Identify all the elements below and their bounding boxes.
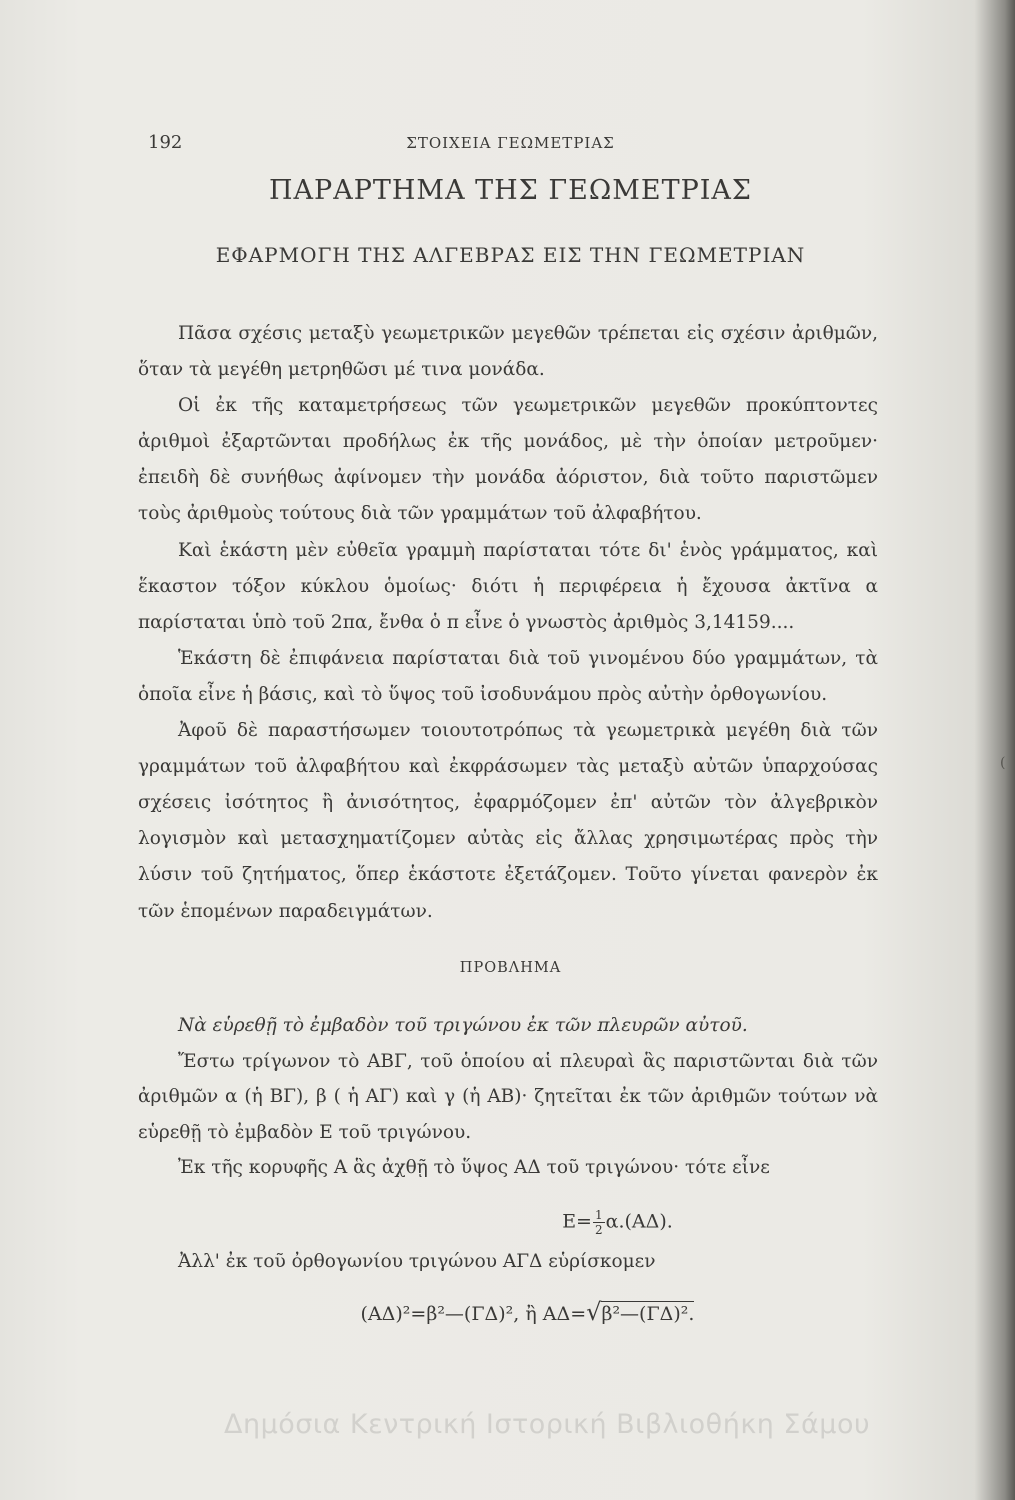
area-formula bbox=[110, 1208, 1015, 1237]
paragraph: Ἀλλ' ἐκ τοῦ ὀρθογωνίου τριγώνου ΑΓΔ εὑρίσκομεν bbox=[178, 1251, 656, 1272]
paragraph: Ἐκ τῆς κορυφῆς Α ἃς ἀχθῇ τὸ ὕψος ΑΔ τοῦ τριγώνου· τότε εἶνε bbox=[178, 1157, 770, 1178]
formula-lhs: Ε= bbox=[562, 1210, 592, 1233]
problem-heading: ΠΡΟΒΛΗΜΑ bbox=[459, 960, 562, 976]
page-number: 192 bbox=[148, 132, 183, 153]
formula-rhs: α.(ΑΔ). bbox=[605, 1210, 673, 1233]
paragraph: Ἀφοῦ δὲ παραστήσωμεν τοιουτοτρόπως τὰ γεωμετρικὰ μεγέθη διὰ τῶν γραμμάτων τοῦ ἀλφαβήτου καὶ ἐκφράσωμεν τὰς μεταξὺ αὐτῶν ὑπαρχούσας σχέσεις ἰσότητος ἢ ἀνισότητος, ἐφαρμόζομεν ἐπ' αὐτῶν τὸν ἀλγεβρικὸν λογισμὸν καὶ μετασχηματίζομεν αὐτὰς εἰς ἄλλας χρησιμωτέρας πρὸς τὴν λύσιν τοῦ ζητήματος, ὅπερ ἑκάστοτε ἐξετάζομεν. Τοῦτο γίνεται φανερὸν ἐκ τῶν ἑπομένων παραδειγμάτων. bbox=[138, 720, 878, 922]
radicand: β²—(ΓΔ)². bbox=[601, 1303, 695, 1325]
paragraph: Οἱ ἐκ τῆς καταμετρήσεως τῶν γεωμετρικῶν μεγεθῶν προκύπτοντες ἀριθμοὶ ἐξαρτῶνται προδήλως ἐκ τῆς μονάδος, μὲ τὴν ὁποίαν μετροῦμεν· ἐπειδὴ δὲ συνήθως ἀφίνομεν τὴν μονάδα ἀόριστον, διὰ τοῦτο παριστῶμεν τοὺς ἀριθμοὺς τούτους διὰ τῶν γραμμάτων τοῦ ἀλφαβήτου. bbox=[138, 395, 878, 525]
appendix-title: ΠΑΡΑΡΤΗΜΑ ΤΗΣ ΓΕΩΜΕΤΡΙΑΣ bbox=[269, 175, 752, 206]
body-text bbox=[138, 316, 878, 930]
fraction bbox=[593, 1208, 605, 1237]
margin-mark: ( bbox=[1000, 755, 1006, 771]
formula-part-a: (ΑΔ)²=β²—(ΓΔ)², ἢ ΑΔ= bbox=[360, 1303, 587, 1325]
problem-text-continued bbox=[138, 1244, 878, 1280]
problem-text bbox=[138, 1008, 878, 1186]
library-watermark: Δημόσια Κεντρική Ιστορική Βιβλιοθήκη Σάμου bbox=[224, 1409, 871, 1440]
paragraph: Ἑκάστη δὲ ἐπιφάνεια παρίσταται διὰ τοῦ γινομένου δύο γραμμάτων, τὰ ὁποῖα εἶνε ἡ βάσις, καὶ τὸ ὕψος τοῦ ἰσοδυνάμου πρὸς αὐτὴν ὀρθογωνίου. bbox=[138, 647, 878, 705]
paragraph: Ἔστω τρίγωνον τὸ ΑΒΓ, τοῦ ὁποίου αἱ πλευραὶ ἃς παριστῶνται διὰ τῶν ἀριθμῶν α (ἡ ΒΓ), β ( ἡ ΑΓ) καὶ γ (ἡ ΑΒ)· ζητεῖται ἐκ τῶν ἀριθμῶν τούτων νὰ εὑρεθῇ τὸ ἐμβαδὸν Ε τοῦ τριγώνου. bbox=[138, 1050, 878, 1143]
paragraph: Πᾶσα σχέσις μεταξὺ γεωμετρικῶν μεγεθῶν τρέπεται εἰς σχέσιν ἀριθμῶν, ὅταν τὰ μεγέθη μετρηθῶσι μέ τινα μονάδα. bbox=[138, 323, 878, 381]
running-title: ΣΤΟΙΧΕΙΑ ΓΕΩΜΕΤΡΙΑΣ bbox=[406, 134, 615, 152]
height-formula bbox=[20, 1298, 1015, 1326]
fraction-denominator: 2 bbox=[594, 1223, 603, 1237]
page-header bbox=[148, 132, 873, 156]
problem-statement: Νὰ εὑρεθῇ τὸ ἐμβαδὸν τοῦ τριγώνου ἐκ τῶν πλευρῶν αὐτοῦ. bbox=[178, 1015, 748, 1036]
paragraph: Καὶ ἑκάστη μὲν εὐθεῖα γραμμὴ παρίσταται τότε δι' ἑνὸς γράμματος, καὶ ἕκαστον τόξον κύκλου ὁμοίως· διότι ἡ περιφέρεια ἡ ἔχουσα ἀκτῖνα α παρίσταται ὑπὸ τοῦ 2πα, ἔνθα ὁ π εἶνε ὁ γνωστὸς ἀριθμὸς 3,14159.... bbox=[138, 539, 878, 633]
section-title: ΕΦΑΡΜΟΓΗ ΤΗΣ ΑΛΓΕΒΡΑΣ ΕΙΣ ΤΗΝ ΓΕΩΜΕΤΡΙΑΝ bbox=[215, 243, 806, 267]
radical-sign: √ bbox=[586, 1298, 602, 1326]
fraction-numerator: 1 bbox=[594, 1208, 603, 1222]
